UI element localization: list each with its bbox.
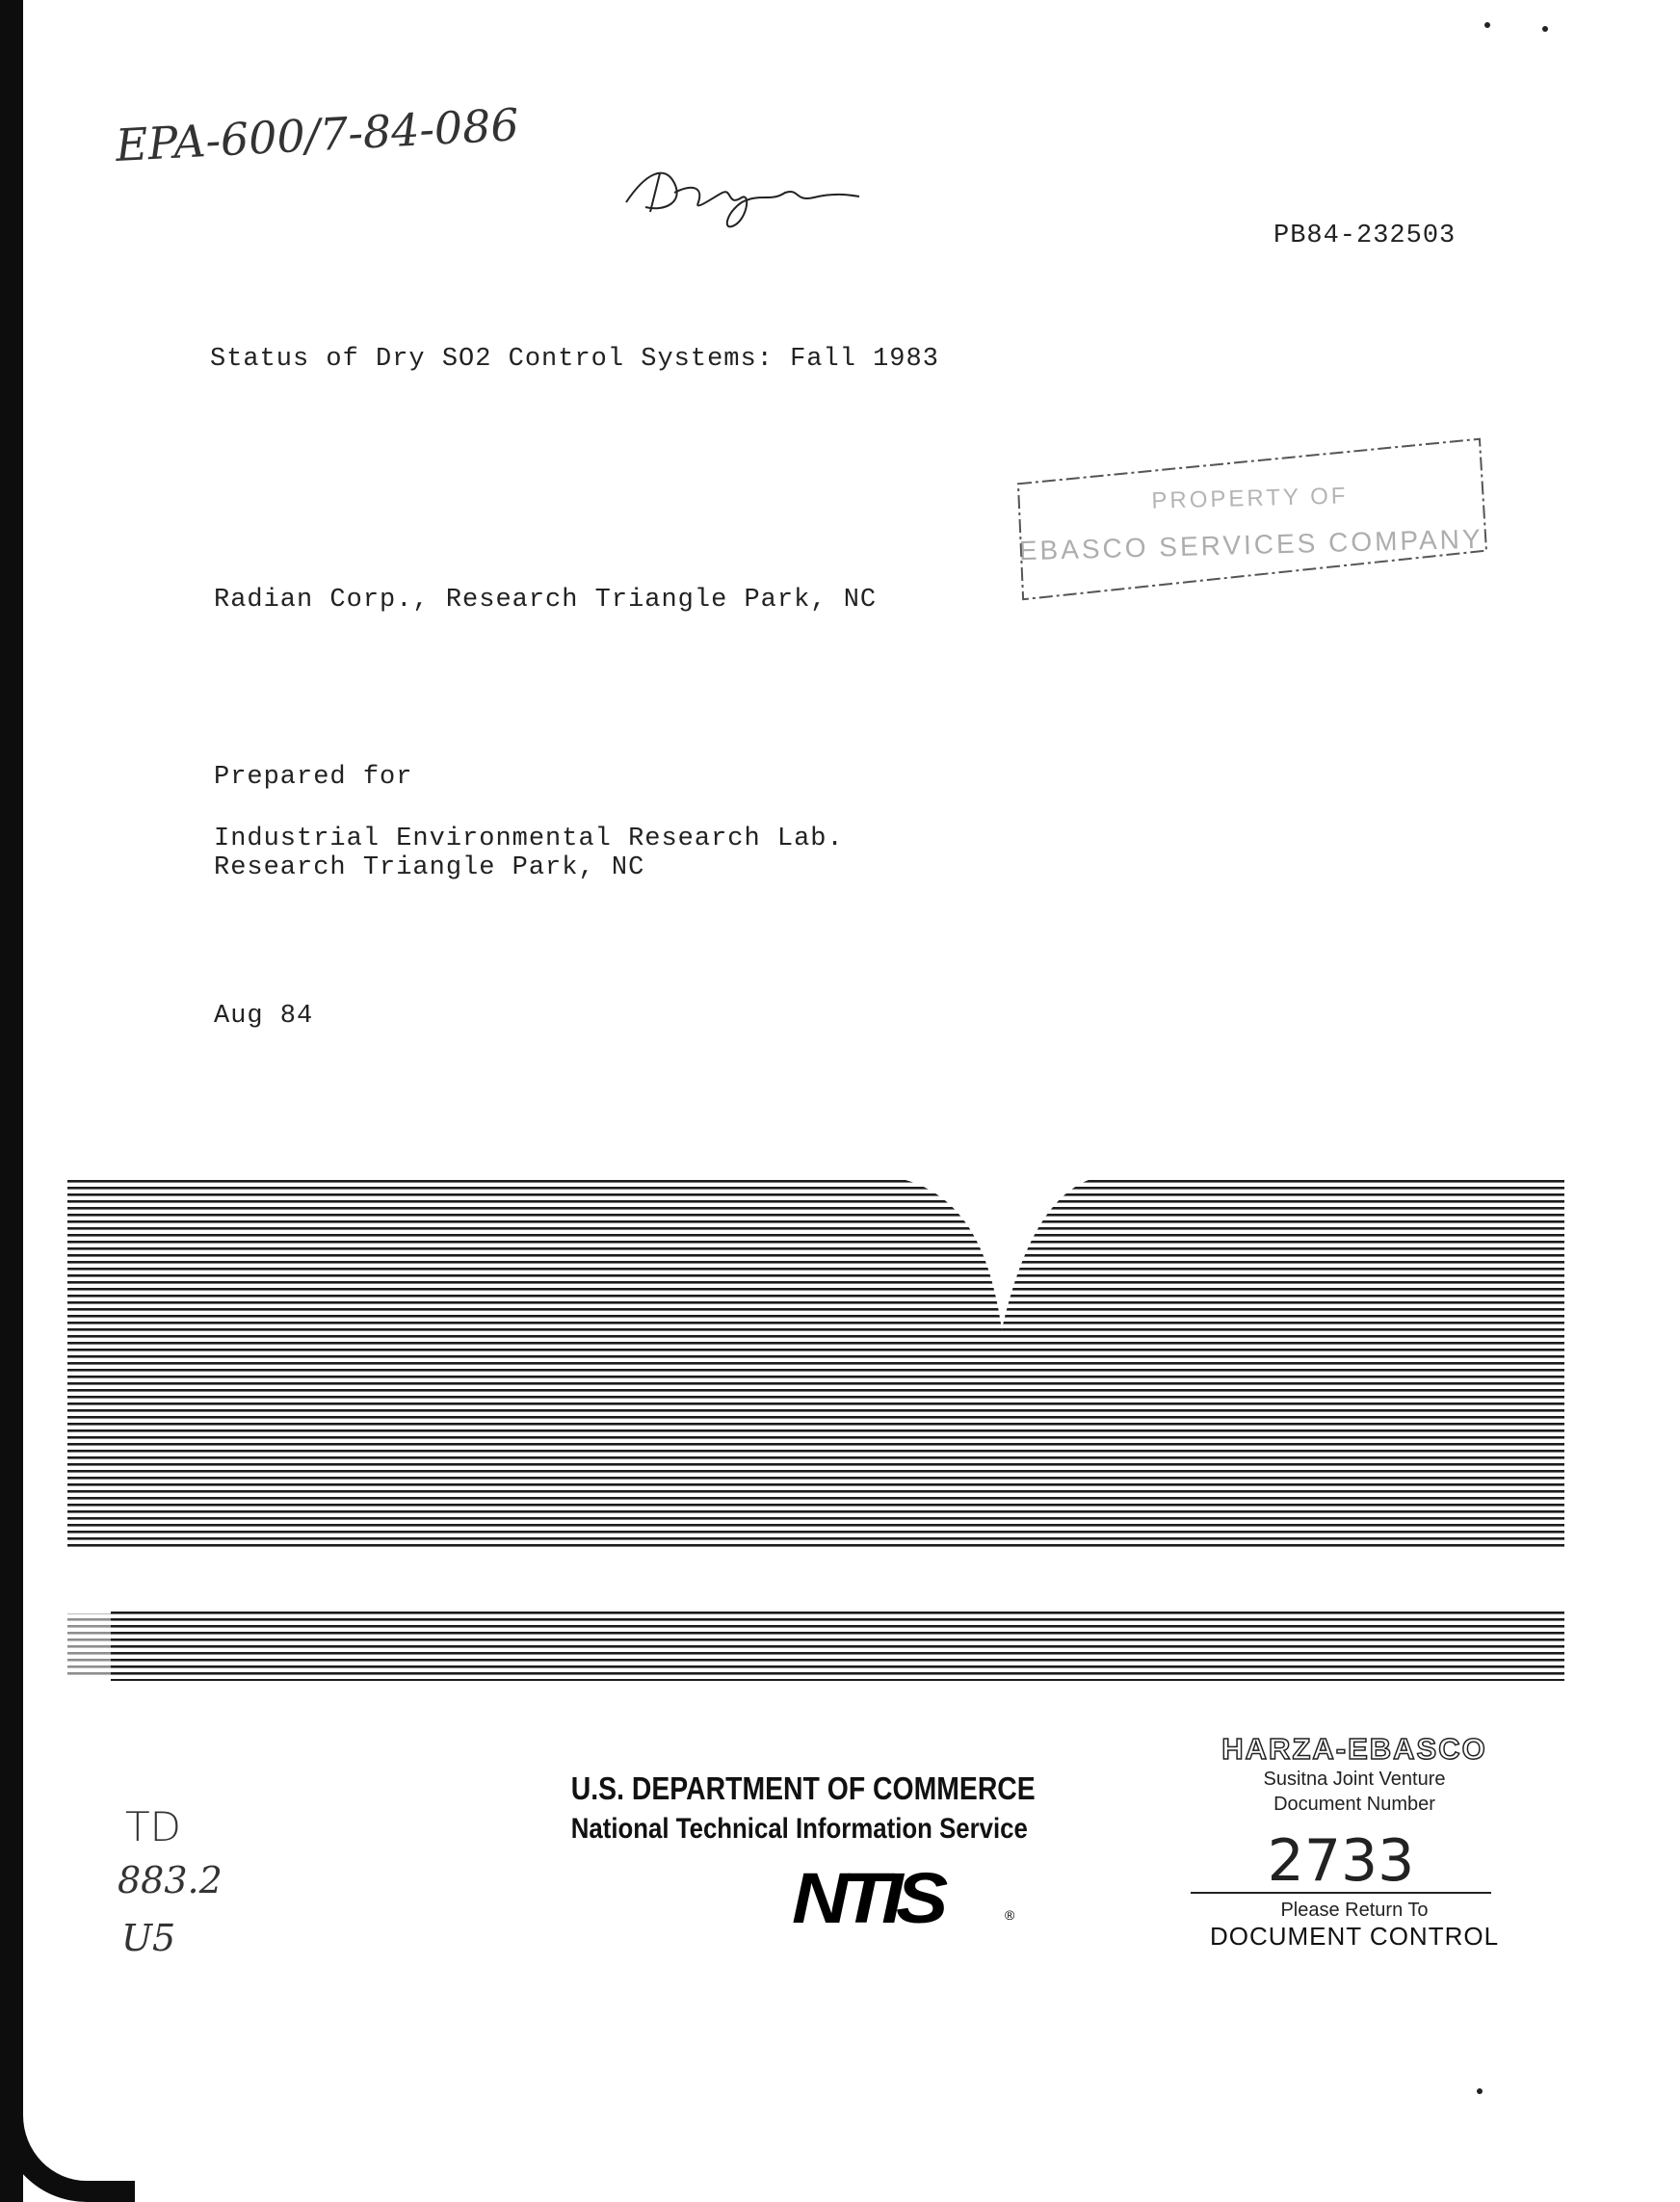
service-name: National Technical Information Service	[570, 1813, 1028, 1845]
scan-edge	[0, 0, 23, 2202]
call-number-line-2: 883.2	[118, 1859, 223, 1901]
epa-number-handwritten: EPA-600/7-84-086	[114, 98, 520, 171]
author-line: Radian Corp., Research Triangle Park, NC	[214, 586, 878, 615]
signature	[607, 154, 867, 231]
document-title: Status of Dry SO2 Control Systems: Fall 1983	[210, 345, 939, 374]
ntis-registered-mark: ®	[1005, 1907, 1015, 1923]
stamp-border	[1011, 435, 1489, 602]
ntis-striped-banner	[67, 1180, 1564, 1681]
speck	[1484, 22, 1490, 28]
sponsor-line-1: Industrial Environmental Research Lab.	[214, 825, 844, 853]
document-control-number: 2733	[1191, 1830, 1491, 1894]
joint-venture-label: Susitna Joint Venture	[1263, 1769, 1446, 1790]
speck	[1542, 26, 1548, 32]
document-date: Aug 84	[214, 1002, 314, 1031]
document-control-stamp	[1181, 1732, 1528, 1817]
call-number-line-3: U5	[121, 1917, 176, 1959]
prepared-for-label: Prepared for	[214, 763, 413, 792]
harza-ebasco-title: HARZA-EBASCO	[1221, 1732, 1487, 1766]
call-number-line-1: TD	[125, 1803, 181, 1850]
accession-number: PB84-232503	[1273, 222, 1457, 250]
stamp-line-1: PROPERTY OF	[1151, 483, 1349, 514]
return-block	[1181, 1900, 1528, 1952]
return-destination: DOCUMENT CONTROL	[1209, 1922, 1500, 1951]
sponsor-line-2: Research Triangle Park, NC	[214, 853, 645, 882]
document-number-label: Document Number	[1273, 1794, 1435, 1815]
ntis-logo: NTIS	[792, 1858, 941, 1938]
department-name: U.S. DEPARTMENT OF COMMERCE	[570, 1770, 1036, 1806]
speck	[1477, 2088, 1483, 2094]
agency-block	[501, 1770, 1036, 1846]
property-stamp	[1011, 435, 1489, 602]
return-label: Please Return To	[1280, 1900, 1429, 1921]
stamp-line-2: EBASCO SERVICES COMPANY	[1018, 523, 1483, 566]
